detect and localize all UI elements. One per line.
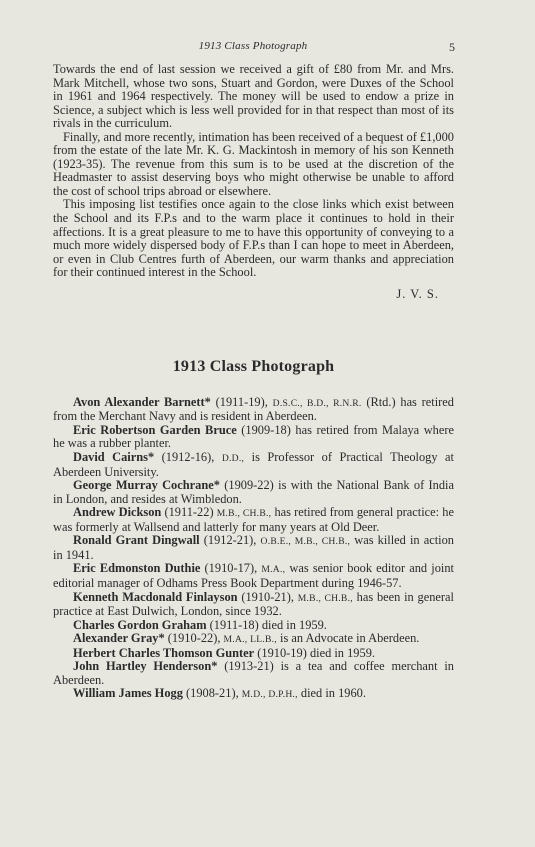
entry-years: (1912-21), bbox=[203, 533, 257, 548]
paragraph: This imposing list testifies once again to the close links which exist between the School and its F.P.s and to the warm place it continues to hold in their affections. It is a great pleasure to me to have this opportunity of conveying to a much more widely dispersed body of F.P.s than I can hope to meet in Aberdeen, or even in Club Centres furth of Aberdeen, our warm thanks and appreciation for their continued interest in the School. bbox=[53, 197, 454, 280]
entry-years: (1910-22), bbox=[167, 631, 221, 646]
entry-years: (1909-22) bbox=[224, 478, 274, 493]
entry-name: Kenneth Macdonald Finlayson bbox=[73, 589, 238, 604]
running-header bbox=[53, 40, 453, 56]
entry-qualifications: M.B., CH.B., bbox=[216, 508, 272, 520]
entry-qualifications: M.D., D.P.H., bbox=[241, 689, 298, 701]
list-item bbox=[53, 562, 454, 590]
entry-name: George Murray Cochrane* bbox=[73, 478, 220, 493]
section-heading: 1913 Class Photograph bbox=[172, 358, 335, 376]
page-body bbox=[53, 63, 454, 702]
signature: J. V. S. bbox=[396, 286, 439, 301]
entry-qualifications: M.A., bbox=[261, 564, 286, 576]
entry-years: (1912-16), bbox=[161, 450, 215, 465]
entry-text: (Rtd.) has retired from the Merchant Navy and is resident in Aberdeen. bbox=[53, 394, 455, 424]
list-item bbox=[53, 451, 454, 479]
paragraph: Towards the end of last session we received a gift of £80 from Mr. and Mrs. Mark Mitchell, whose two sons, Stuart and Gordon, were Duxes of the School in 1961 and 1964 respectively. The money will be used to endow a prize in Science, a subject which is less well provided for in that respect than most of its rivals in the curriculum. bbox=[53, 62, 454, 131]
intro-section bbox=[53, 63, 454, 301]
list-item bbox=[53, 506, 454, 534]
entry-text: is an Advocate in Aberdeen. bbox=[280, 631, 420, 646]
entry-years: (1911-19), bbox=[215, 394, 268, 409]
list-item bbox=[53, 687, 454, 702]
entry-text: has retired from general practice: he was formerly at Wallsend and latterly for many years at Old Deer. bbox=[53, 505, 454, 534]
entry-text: is with the National Bank of India in London, and resides at Wimbledon. bbox=[53, 478, 454, 506]
entry-name: David Cairns* bbox=[73, 450, 155, 465]
entry-name: Herbert Charles Thomson Gunter bbox=[73, 645, 255, 660]
entry-qualifications: D.S.C., B.D., R.N.R. bbox=[272, 397, 362, 409]
entry-qualifications: O.B.E., M.B., CH.B., bbox=[260, 536, 351, 548]
entry-list bbox=[53, 396, 454, 702]
list-item bbox=[53, 619, 454, 633]
entry-qualifications: M.B., CH.B., bbox=[297, 592, 353, 604]
entry-name: Alexander Gray* bbox=[73, 631, 165, 646]
list-item bbox=[53, 660, 454, 687]
entry-name: Charles Gordon Graham bbox=[73, 617, 207, 632]
list-item bbox=[53, 647, 454, 661]
entry-years: (1910-21), bbox=[241, 589, 294, 604]
entry-name: Eric Robertson Garden Bruce bbox=[73, 422, 237, 437]
list-item bbox=[53, 534, 454, 562]
entry-years: (1910-17), bbox=[204, 561, 258, 576]
list-item bbox=[53, 632, 454, 647]
entry-years: (1913-21) bbox=[224, 659, 274, 674]
entry-text: has been in general practice at East Dulwich, London, since 1932. bbox=[53, 589, 454, 619]
entry-name: Andrew Dickson bbox=[73, 505, 162, 520]
list-item bbox=[53, 479, 454, 506]
entry-text: was senior book editor and joint editorial manager of Odhams Press Book Department during 1946-57. bbox=[53, 561, 454, 590]
entry-text: is Professor of Practical Theology at Aberdeen University. bbox=[53, 450, 454, 479]
entry-text: has retired from Malaya where he was a rubber planter. bbox=[53, 422, 454, 451]
list-item bbox=[53, 396, 454, 424]
entry-qualifications: D.D., bbox=[221, 453, 245, 465]
entry-name: William James Hogg bbox=[73, 686, 183, 701]
entry-name: Ronald Grant Dingwall bbox=[73, 533, 200, 548]
entry-name: John Hartley Henderson* bbox=[73, 659, 218, 674]
list-item bbox=[53, 591, 454, 619]
entry-years: (1909-18) bbox=[241, 422, 291, 437]
entry-years: (1908-21), bbox=[186, 686, 239, 701]
page-number: 5 bbox=[449, 40, 455, 54]
entry-years: (1911-18) bbox=[209, 617, 259, 632]
entry-name: Eric Edmonston Duthie bbox=[73, 561, 201, 576]
paragraph: Finally, and more recently, intimation has been received of a bequest of £1,000 from the estate of the late Mr. K. G. Mackintosh in memory of his son Kenneth (1923-35). The revenue from this sum is to be used at the discretion of the Headmaster to assist deserving boys who might otherwise be unable to afford the cost of school trips abroad or elsewhere. bbox=[53, 129, 454, 198]
entry-name: Avon Alexander Barnett* bbox=[73, 394, 211, 409]
entry-years: (1910-19) bbox=[257, 645, 307, 660]
entry-text: died in 1959. bbox=[309, 645, 375, 660]
entry-qualifications: M.A., LL.B., bbox=[223, 634, 277, 646]
running-title: 1913 Class Photograph bbox=[198, 40, 308, 52]
list-item bbox=[53, 424, 454, 451]
entry-text: is a tea and coffee merchant in Aberdeen. bbox=[53, 659, 454, 687]
entry-text: was killed in action in 1941. bbox=[53, 533, 454, 562]
entry-text: died in 1959. bbox=[261, 617, 327, 632]
entry-text: died in 1960. bbox=[300, 686, 366, 701]
entry-years: (1911-22) bbox=[164, 505, 214, 520]
